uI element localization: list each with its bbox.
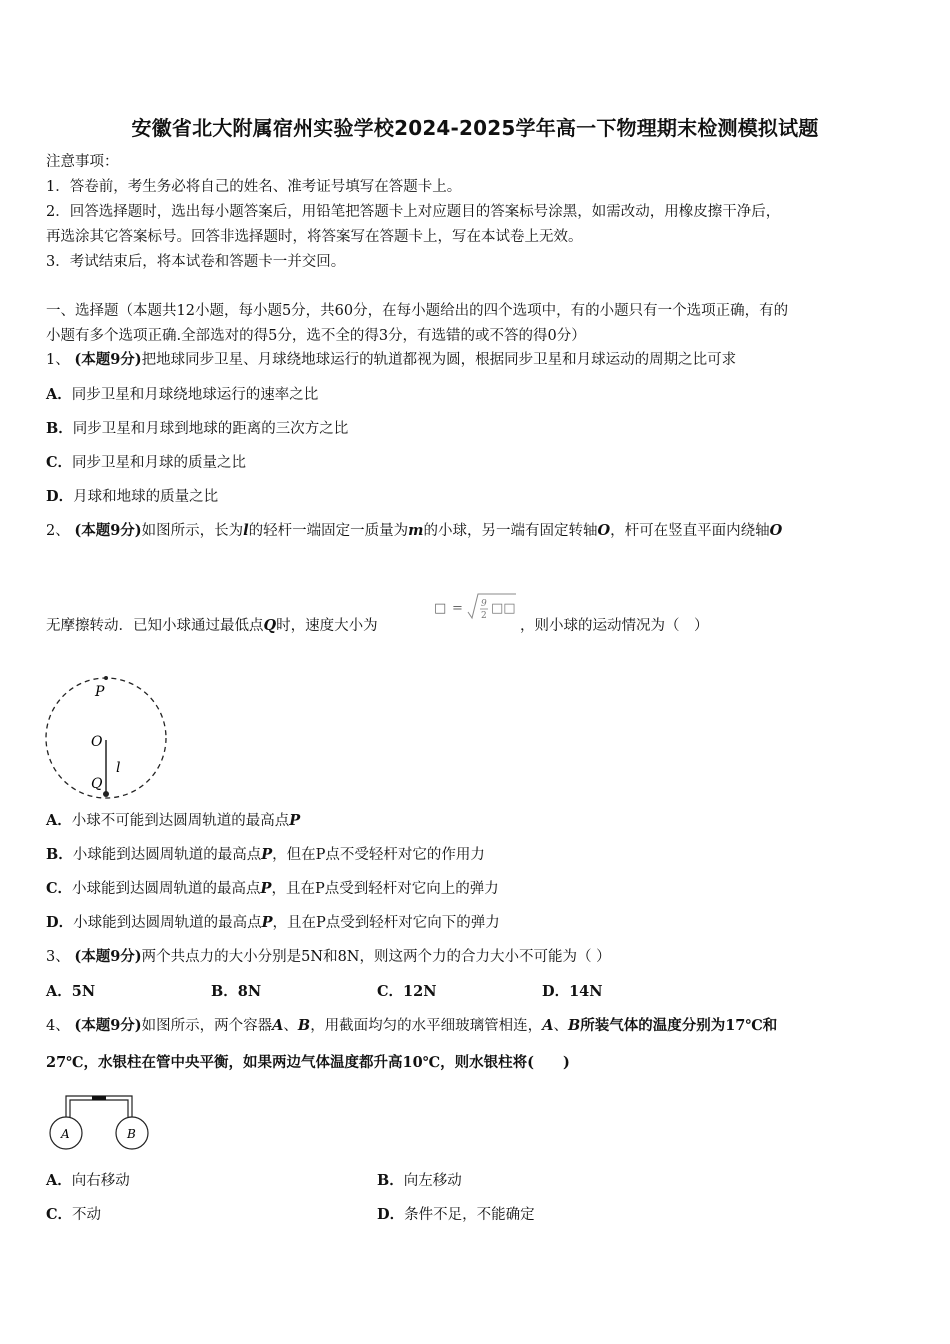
notice-item-2-cont: 再选涂其它答案标号。回答非选择题时，将答案写在答题卡上，写在本试卷上无效。 xyxy=(46,229,583,245)
question-3-option-d[interactable] xyxy=(542,982,603,1002)
formula-equals: = xyxy=(452,601,463,616)
option-text: ，但在P点不受轻杆对它的作用力 xyxy=(272,847,485,863)
question-4-option-c[interactable] xyxy=(46,1205,101,1225)
option-label: A． xyxy=(46,983,72,1000)
question-tag: (本题9分) xyxy=(74,351,142,368)
question-2-option-d[interactable] xyxy=(46,913,500,933)
formula-denominator: 2 xyxy=(481,611,487,621)
formula-numerator: 9 xyxy=(481,599,487,609)
question-2-stem-cont xyxy=(46,616,378,636)
option-text: ，且在P点受到轻杆对它向上的弹力 xyxy=(271,881,499,897)
question-1-option-d[interactable] xyxy=(46,487,218,507)
separator: 、 xyxy=(283,1018,298,1034)
question-1-option-a[interactable] xyxy=(46,385,318,405)
label-o: O xyxy=(91,734,103,750)
formula-lhs: □ xyxy=(434,601,447,616)
connecting-tube-inner xyxy=(70,1100,128,1117)
option-label: D． xyxy=(377,1206,405,1223)
variable-l: l xyxy=(243,522,249,539)
circle-rod-figure xyxy=(40,672,175,800)
question-1-option-c[interactable] xyxy=(46,453,246,473)
question-text: 的小球，另一端有固定转轴 xyxy=(423,523,598,539)
option-text: 同步卫星和月球到地球的距离的三次方之比 xyxy=(72,421,349,437)
question-tag: (本题9分) xyxy=(74,948,142,965)
question-3-option-b[interactable] xyxy=(211,982,261,1002)
variable-o: O xyxy=(769,522,783,539)
question-3-option-a[interactable] xyxy=(46,982,95,1002)
variable-b: B xyxy=(567,1017,581,1034)
question-2-stem xyxy=(46,521,782,541)
option-text: 同步卫星和月球的质量之比 xyxy=(72,455,247,471)
question-1-stem xyxy=(46,350,736,370)
point-p-dot xyxy=(104,676,108,680)
question-4-stem-cont: 27℃，水银柱在管中央平衡，如果两边气体温度都升高10℃，则水银柱将( ) xyxy=(46,1054,570,1071)
option-text: ，且在P点受到轻杆对它向下的弹力 xyxy=(272,915,500,931)
variable-q: Q xyxy=(263,617,277,634)
question-1-option-b[interactable] xyxy=(46,419,348,439)
option-label: C． xyxy=(46,880,73,897)
option-text: 同步卫星和月球绕地球运行的速率之比 xyxy=(71,387,319,403)
question-number: 1、 xyxy=(46,352,70,368)
option-text: 12N xyxy=(403,983,437,1000)
question-number: 2、 xyxy=(46,523,70,539)
option-label: A． xyxy=(46,1172,72,1189)
question-text: 如图所示，长为 xyxy=(141,523,244,539)
option-label: A． xyxy=(46,812,72,829)
question-2-option-c[interactable] xyxy=(46,879,499,899)
option-text: 向右移动 xyxy=(71,1173,130,1189)
question-3-stem xyxy=(46,947,611,967)
option-label: D． xyxy=(46,488,74,505)
option-label: A． xyxy=(46,386,72,403)
option-label: C． xyxy=(377,983,404,1000)
question-text: 时，速度大小为 xyxy=(276,618,378,634)
notice-item-2: 2．回答选择题时，选出每小题答案后，用铅笔把答题卡上对应题目的答案标号涂黑，如需改动，用橡皮擦干净后， xyxy=(46,204,781,220)
notice-item-1: 1．答卷前，考生务必将自己的姓名、准考证号填写在答题卡上。 xyxy=(46,179,462,195)
variable-p: P xyxy=(261,846,273,863)
page-title: 安徽省北大附属宿州实验学校2024-2025学年高一下物理期末检测模拟试题 xyxy=(131,116,819,140)
section-heading-cont: 小题有多个选项正确.全部选对的得5分，选不全的得3分，有选错的或不答的得0分） xyxy=(46,328,586,344)
variable-o: O xyxy=(597,522,611,539)
question-tag: (本题9分) xyxy=(74,1017,142,1034)
question-text: 如图所示，两个容器 xyxy=(141,1018,273,1034)
option-text: 月球和地球的质量之比 xyxy=(73,489,219,505)
option-label: B． xyxy=(211,983,238,1000)
option-text: 不动 xyxy=(72,1207,102,1223)
mercury-column xyxy=(92,1096,106,1100)
question-text: 所装气体的温度分别为17℃和 xyxy=(580,1017,778,1034)
notice-heading: 注意事项： xyxy=(46,154,119,170)
option-text: 小球不可能到达圆周轨道的最高点 xyxy=(71,813,290,829)
question-tag: (本题9分) xyxy=(74,522,142,539)
variable-a: A xyxy=(542,1017,554,1034)
formula-rest: □□ xyxy=(491,601,516,616)
question-2-option-a[interactable] xyxy=(46,811,300,831)
option-label: B． xyxy=(46,846,73,863)
question-text: 把地球同步卫星、月球绕地球运行的轨道都视为圆，根据同步卫星和月球运动的周期之比可求 xyxy=(141,352,737,368)
velocity-formula xyxy=(432,588,522,630)
question-text: 无摩擦转动．已知小球通过最低点 xyxy=(46,618,264,634)
variable-b: B xyxy=(297,1017,311,1034)
option-label: B． xyxy=(46,420,73,437)
option-text: 小球能到达圆周轨道的最高点 xyxy=(72,847,262,863)
question-text: ，用截面均匀的水平细玻璃管相连， xyxy=(310,1018,543,1034)
label-a: A xyxy=(61,1127,70,1141)
option-text: 8N xyxy=(237,983,262,1000)
question-2-option-b[interactable] xyxy=(46,845,485,865)
option-text: 5N xyxy=(71,983,96,1000)
separator: 、 xyxy=(553,1018,568,1034)
ball xyxy=(103,791,109,797)
two-container-figure xyxy=(44,1090,154,1152)
option-text: 小球能到达圆周轨道的最高点 xyxy=(73,915,262,931)
question-4-option-d[interactable] xyxy=(377,1205,535,1225)
notice-item-3: 3．考试结束后，将本试卷和答题卡一并交回。 xyxy=(46,254,346,270)
variable-p: P xyxy=(261,914,273,931)
variable-a: A xyxy=(272,1017,284,1034)
option-label: C． xyxy=(46,454,73,471)
label-l: l xyxy=(116,760,121,776)
label-p: P xyxy=(95,684,105,700)
question-4-option-b[interactable] xyxy=(377,1171,462,1191)
question-4-option-a[interactable] xyxy=(46,1171,130,1191)
option-label: B． xyxy=(377,1172,404,1189)
question-text: ，杆可在竖直平面内绕轴 xyxy=(610,523,770,539)
variable-m: m xyxy=(408,522,424,539)
option-text: 向左移动 xyxy=(403,1173,462,1189)
question-text: 的轻杆一端固定一质量为 xyxy=(248,523,409,539)
option-text: 小球能到达圆周轨道的最高点 xyxy=(72,881,261,897)
label-q: Q xyxy=(91,776,103,792)
option-label: D． xyxy=(542,983,570,1000)
option-text: 14N xyxy=(569,983,603,1000)
variable-p: P xyxy=(260,880,272,897)
option-label: C． xyxy=(46,1206,73,1223)
question-number: 3、 xyxy=(46,949,70,965)
question-number: 4、 xyxy=(46,1018,70,1034)
variable-p: P xyxy=(289,812,301,829)
question-2-stem-tail: ，则小球的运动情况为（ ） xyxy=(520,618,709,634)
question-3-option-c[interactable] xyxy=(377,982,436,1002)
question-text: 两个共点力的大小分别是5N和8N，则这两个力的合力大小不可能为（ ） xyxy=(141,949,611,965)
label-b: B xyxy=(127,1127,136,1141)
option-label: D． xyxy=(46,914,74,931)
section-heading: 一、选择题（本题共12小题，每小题5分，共60分，在每小题给出的四个选项中，有的小题只有一个选项正确，有的 xyxy=(46,303,789,319)
question-4-stem xyxy=(46,1016,777,1036)
option-text: 条件不足，不能确定 xyxy=(404,1207,535,1223)
